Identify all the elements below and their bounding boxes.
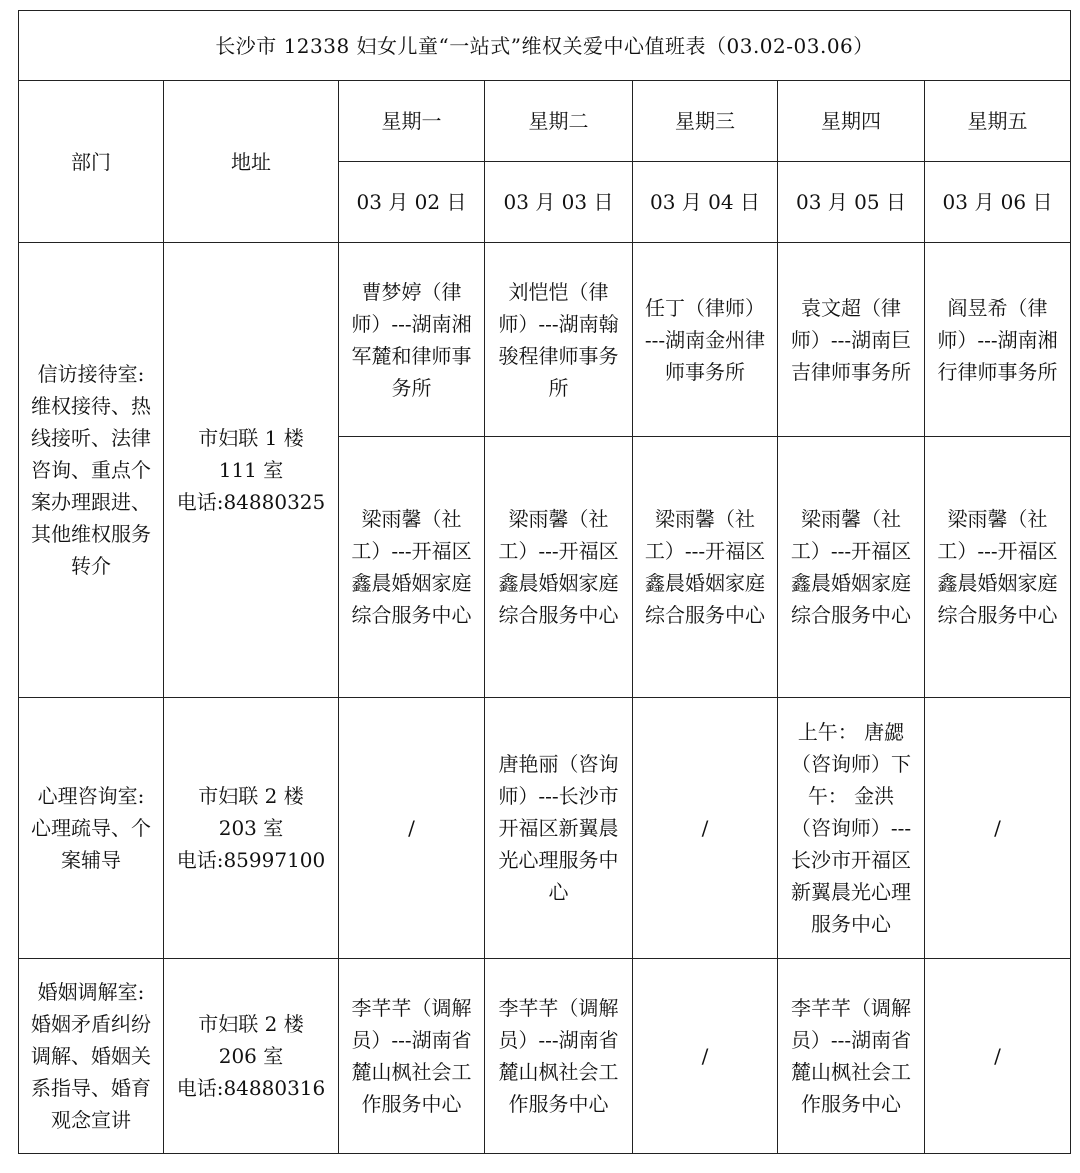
dept-address: [164, 959, 339, 1154]
weekday-header: 星期四: [778, 81, 925, 162]
duty-cell: /: [633, 959, 778, 1154]
date-header: 03 月 05 日: [778, 162, 925, 243]
dept-name: 心理咨询室:心理疏导、个案辅导: [19, 698, 164, 959]
address-floor: 市妇联 2 楼: [198, 784, 304, 808]
duty-cell: 梁雨馨（社工）---开福区鑫晨婚姻家庭综合服务中心: [778, 437, 925, 698]
duty-cell: 任丁（律师）---湖南金州律师事务所: [633, 243, 778, 437]
dept-header: 部门: [19, 81, 164, 243]
duty-cell: /: [339, 698, 485, 959]
duty-cell: 梁雨馨（社工）---开福区鑫晨婚姻家庭综合服务中心: [925, 437, 1071, 698]
duty-cell: /: [925, 959, 1071, 1154]
address-floor: 市妇联 2 楼: [198, 1012, 304, 1036]
dept-name: 婚姻调解室:婚姻矛盾纠纷调解、婚姻关系指导、婚育观念宣讲: [19, 959, 164, 1154]
address-floor: 市妇联 1 楼: [198, 426, 304, 450]
duty-cell: 上午： 唐勰（咨询师）下午： 金洪（咨询师）---长沙市开福区新翼晨光心理服务中心: [778, 698, 925, 959]
address-header: 地址: [164, 81, 339, 243]
duty-cell: 梁雨馨（社工）---开福区鑫晨婚姻家庭综合服务中心: [633, 437, 778, 698]
dept-address: [164, 698, 339, 959]
duty-cell: 刘恺恺（律师）---湖南翰骏程律师事务所: [485, 243, 633, 437]
weekday-header: 星期三: [633, 81, 778, 162]
duty-cell: 李芊芊（调解员）---湖南省麓山枫社会工作服务中心: [778, 959, 925, 1154]
duty-cell: 曹梦婷（律师）---湖南湘军麓和律师事务所: [339, 243, 485, 437]
date-header: 03 月 06 日: [925, 162, 1071, 243]
duty-cell: 唐艳丽（咨询师）---长沙市开福区新翼晨光心理服务中心: [485, 698, 633, 959]
table-title: 长沙市 12338 妇女儿童“一站式”维权关爱中心值班表（03.02-03.06）: [19, 11, 1071, 81]
duty-cell: 梁雨馨（社工）---开福区鑫晨婚姻家庭综合服务中心: [339, 437, 485, 698]
address-phone: 电话:84880316: [176, 1076, 326, 1100]
weekday-header: 星期二: [485, 81, 633, 162]
address-room: 203 室: [218, 816, 284, 840]
address-room: 111 室: [218, 458, 284, 482]
date-header: 03 月 03 日: [485, 162, 633, 243]
duty-cell: 袁文超（律师）---湖南巨吉律师事务所: [778, 243, 925, 437]
address-phone: 电话:85997100: [176, 848, 326, 872]
date-header: 03 月 04 日: [633, 162, 778, 243]
address-phone: 电话:84880325: [176, 490, 326, 514]
address-room: 206 室: [218, 1044, 284, 1068]
duty-cell: 梁雨馨（社工）---开福区鑫晨婚姻家庭综合服务中心: [485, 437, 633, 698]
weekday-header: 星期五: [925, 81, 1071, 162]
dept-name: 信访接待室:维权接待、热线接听、法律咨询、重点个案办理跟进、其他维权服务转介: [19, 243, 164, 698]
weekday-header: 星期一: [339, 81, 485, 162]
duty-cell: 李芊芊（调解员）---湖南省麓山枫社会工作服务中心: [485, 959, 633, 1154]
duty-schedule-table: [18, 10, 1071, 1154]
duty-cell: 李芊芊（调解员）---湖南省麓山枫社会工作服务中心: [339, 959, 485, 1154]
duty-cell: 阎昱希（律师）---湖南湘行律师事务所: [925, 243, 1071, 437]
dept-address: [164, 243, 339, 698]
duty-cell: /: [633, 698, 778, 959]
duty-cell: /: [925, 698, 1071, 959]
date-header: 03 月 02 日: [339, 162, 485, 243]
